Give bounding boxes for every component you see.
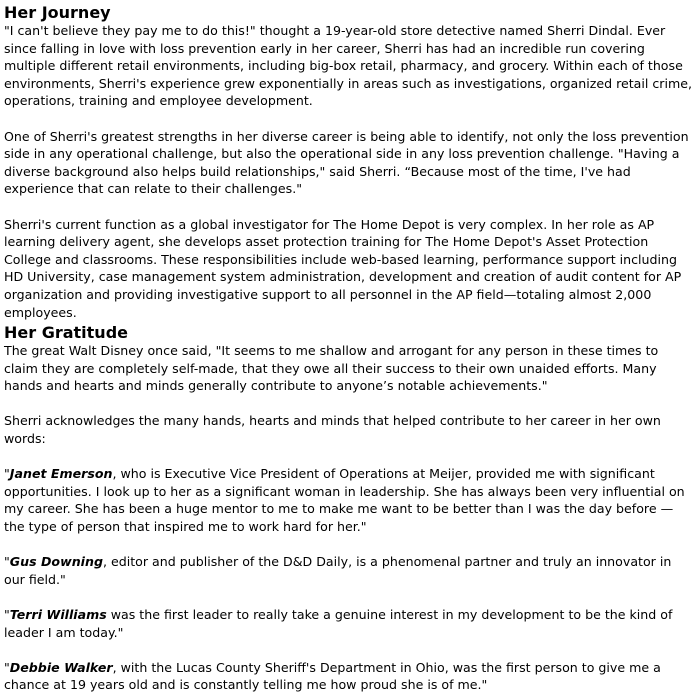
section-heading-journey: Her Journey [4, 3, 111, 22]
quote-open-mark: " [4, 554, 10, 570]
quote-text: , who is Executive Vice President of Operations at Meijer, provided me with significant opportunities. I look up to her as a significant woman in leadership. She has always been very influential on my career. She has been a huge mentor to me to make me want to be better than I was the day before — the type of person that inspired me to work hard for her." [4, 466, 685, 535]
quote-text: , with the Lucas County Sheriff's Department in Ohio, was the first person to give me a chance at 19 years old and is constantly telling me how proud she is of me." [4, 659, 661, 693]
quote-terri-williams [4, 606, 696, 641]
quote-open-mark: " [4, 607, 10, 622]
quote-janet-emerson [4, 465, 696, 535]
quote-person-name: Terri Williams [9, 607, 107, 622]
section-heading-gratitude: Her Gratitude [4, 323, 128, 343]
quote-person-name: Debbie Walker [9, 659, 113, 675]
quote-text: , editor and publisher of the D&D Daily, is a phenomenal partner and truly an innovator in our field." [4, 554, 672, 587]
gratitude-paragraph-2: Sherri acknowledges the many hands, hearts and minds that helped contribute to her career in her own words: [4, 413, 661, 447]
journey-paragraph-2: One of Sherri's greatest strengths in her diverse career is being able to identify, not only the loss prevention side in any operational challenge, but also the operational side in any loss prevention challenge. "Having a diverse background also helps build relationships," said Sherri. “Because most of the time, I've had experience that can relate to their challenges." [4, 128, 689, 197]
gratitude-paragraph-1: The great Walt Disney once said, "It seems to me shallow and arrogant for any person in these times to claim they are completely self-made, that they owe all their success to their own unaided efforts. Many hands and hearts and minds generally contribute to anyone’s notable achievements." [4, 343, 659, 394]
journey-paragraph-1: "I can't believe they pay me to do this!" thought a 19-year-old store detective named Sherri Dindal. Ever since falling in love with loss prevention early in her career, Sherri has had an incredible run covering multiple different retail environments, including big-box retail, pharmacy, and grocery. Within each of those environments, Sherri's experience grew exponentially in areas such as investigations, organized retail crime, operations, training and employee development. [4, 23, 692, 109]
quote-person-name: Janet Emerson [9, 466, 113, 482]
quote-person-name: Gus Downing [9, 554, 103, 570]
quote-debbie-walker [4, 659, 696, 694]
quote-open-mark: " [4, 466, 10, 482]
quote-open-mark: " [4, 659, 10, 675]
journey-paragraph-3: Sherri's current function as a global investigator for The Home Depot is very complex. In her role as AP learning delivery agent, she develops asset protection training for The Home Depot's Asset Protection College and classrooms. These responsibilities include web-based learning, performance support including HD University, case management system administration, development and creation of audit content for AP organization and providing investigative support to all personnel in the AP field—totaling almost 2,000 employees. [4, 216, 682, 320]
quote-text: was the first leader to really take a genuine interest in my development to be the kind of leader I am today." [4, 607, 673, 640]
quote-gus-downing [4, 553, 696, 588]
